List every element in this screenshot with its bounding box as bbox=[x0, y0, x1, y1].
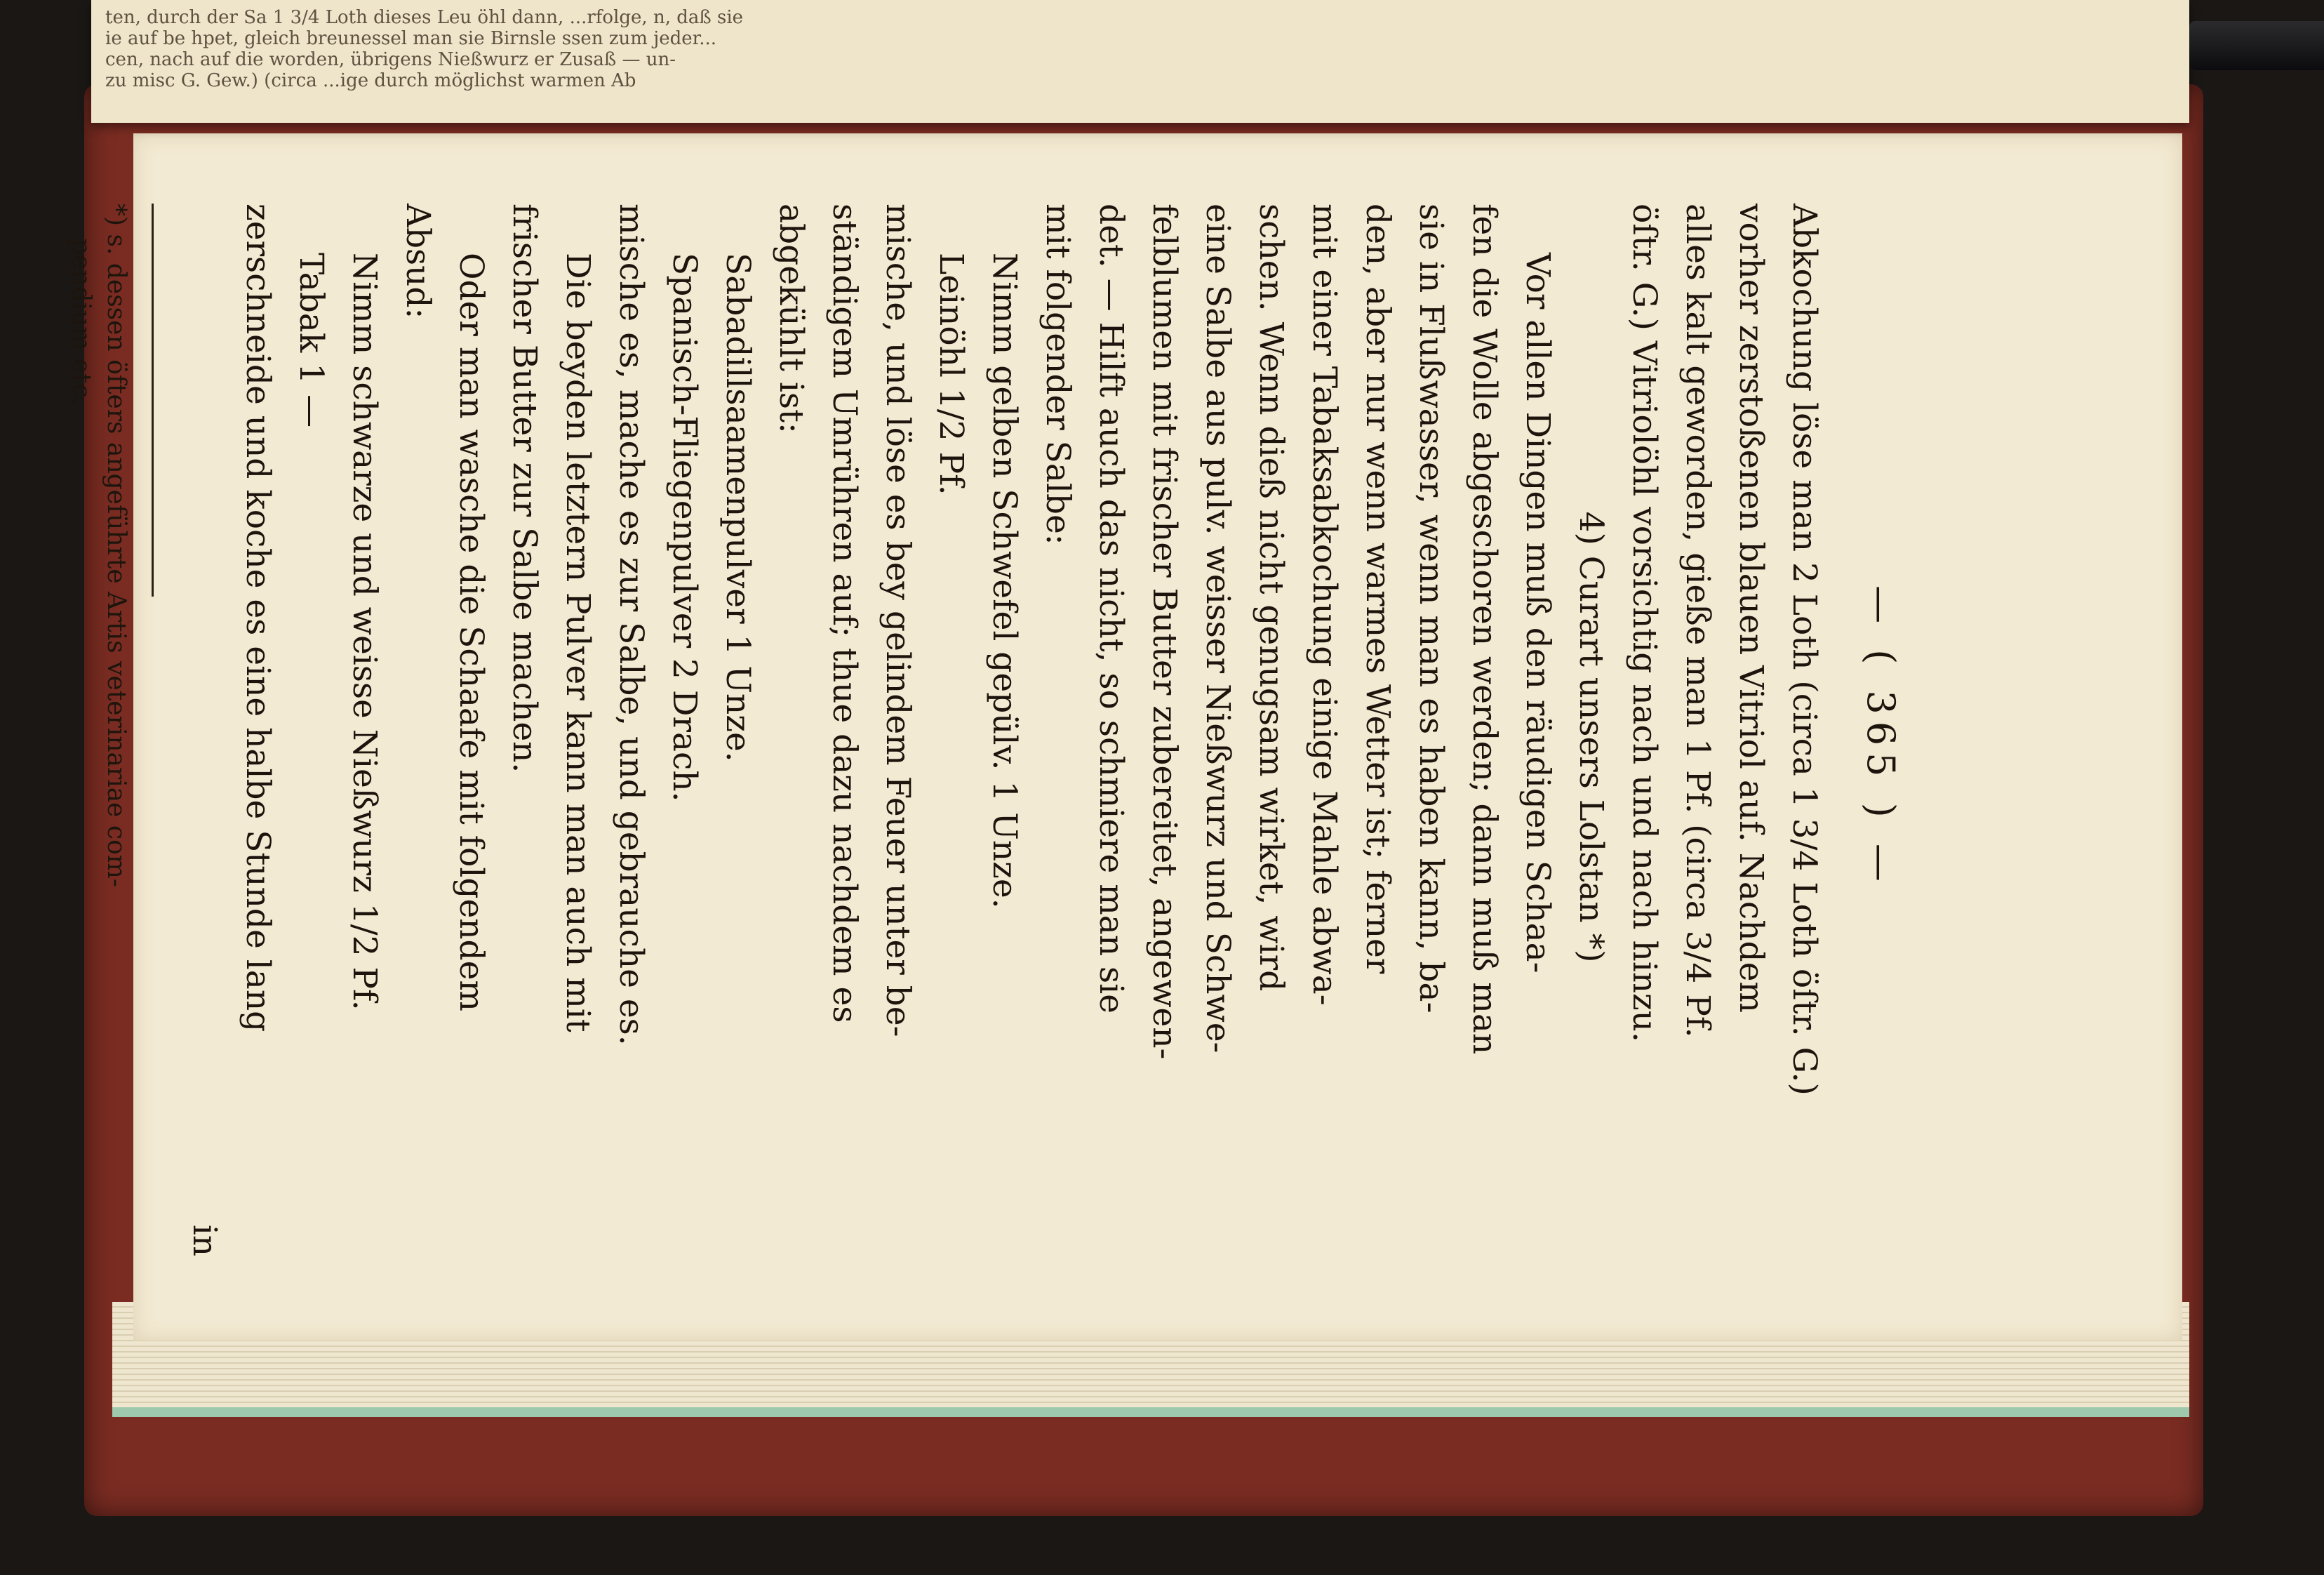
section-heading: 4) Curart unsers Lolstan *) bbox=[1572, 511, 1610, 963]
text-line: fen die Wolle abgeschoren werden; dann muß man bbox=[1465, 204, 1504, 1055]
page-text-block bbox=[67, 161, 1916, 1312]
text-line: zerschneide und koche es eine halbe Stunde lang bbox=[239, 204, 277, 1032]
text-line: alles kalt geworden, gieße man 1 Pf. (circa 3/4 Pf. bbox=[1678, 204, 1717, 1038]
text-line: Vor allen Dingen muß den räudigen Schaa- bbox=[1518, 253, 1557, 973]
text-line: mit einer Tabaksabkochung einige Mahle abwa- bbox=[1305, 204, 1344, 1006]
text-line: Abkochung löse man 2 Loth (circa 1 3/4 Loth öſtr. G.) bbox=[1785, 204, 1824, 1096]
facing-line: ten, durch der Sa 1 3/4 Loth dieses Leu öhl dann, ...rfolge, n, daß sie bbox=[105, 7, 744, 28]
text-line: mit folgender Salbe: bbox=[1039, 204, 1077, 545]
text-line: schen. Wenn dieß nicht genugsam wirket, wird bbox=[1252, 204, 1290, 992]
text-line: Die beyden letztern Pulver kann man auch mit bbox=[559, 253, 597, 1032]
text-line: frischer Butter zur Salbe machen. bbox=[505, 204, 544, 773]
text-line: eine Salbe aus pulv. weisser Nießwurz und Schwe- bbox=[1198, 204, 1237, 1054]
text-line: mische es, mache es zur Salbe, und gebrauche es. bbox=[612, 204, 650, 1046]
catchword: in bbox=[185, 1224, 224, 1256]
footnote-continuation: pendium etc. bbox=[67, 239, 95, 406]
text-line: öſtr. G.) Vitriolöhl vorsichtig nach und nach hinzu. bbox=[1625, 204, 1664, 1043]
text-line: den, aber nur wenn warmes Wetter ist; ferner bbox=[1358, 204, 1397, 974]
recipe-line: Tabak 1 — bbox=[292, 253, 330, 428]
text-line: vorher zerstoßenen blauen Vitriol auf. Nachdem bbox=[1732, 204, 1770, 1013]
facing-page bbox=[91, 0, 2189, 123]
text-line: Oder man wasche die Schaafe mit folgendem bbox=[452, 253, 490, 1011]
recipe-line: Sabadillsaamenpulver 1 Unze. bbox=[719, 253, 757, 762]
facing-page-text bbox=[105, 7, 2140, 112]
facing-line: zu misc G. Gew.) (circa ...ige durch möglichst warmen Ab bbox=[105, 70, 636, 91]
recipe-line: Spanisch-Fliegenpulver 2 Drach. bbox=[665, 253, 704, 802]
text-line: det. — Hilft auch das nicht, so schmiere man sie bbox=[1092, 204, 1130, 1014]
recipe-line: Nimm schwarze und weisse Nießwurz 1/2 Pf. bbox=[345, 253, 384, 1011]
pen bbox=[2189, 21, 2324, 70]
text-line: felblumen mit frischer Butter zubereitet, angewen- bbox=[1145, 204, 1184, 1060]
facing-line: cen, nach auf die worden, übrigens Nießwurz er Zusaß — un- bbox=[105, 49, 676, 70]
text-line: abgekühlt ist: bbox=[772, 204, 810, 434]
page-header: — ( 365 ) — bbox=[1859, 585, 1903, 889]
text-line: sie in Flußwasser, wenn man es haben kann, ba- bbox=[1412, 204, 1450, 1014]
text-line: mische, und löse es bey gelindem Feuer unter be- bbox=[879, 204, 917, 1037]
text-line: Absud: bbox=[399, 204, 437, 319]
facing-line: ie auf be hpet, gleich breunessel man sie Birnsle ssen zum jeder... bbox=[105, 28, 717, 49]
recipe-line: Leinöhl 1/2 Pf. bbox=[932, 253, 970, 496]
recipe-line: Nimm gelben Schwefel gepülv. 1 Unze. bbox=[985, 253, 1024, 909]
text-line: ständigem Umrühren auf; thue dazu nachdem es bbox=[825, 204, 864, 1023]
footnote: *) s. dessen öfters angeführte Artis veterinariae com- bbox=[102, 204, 131, 888]
footnote-rule bbox=[152, 204, 154, 597]
